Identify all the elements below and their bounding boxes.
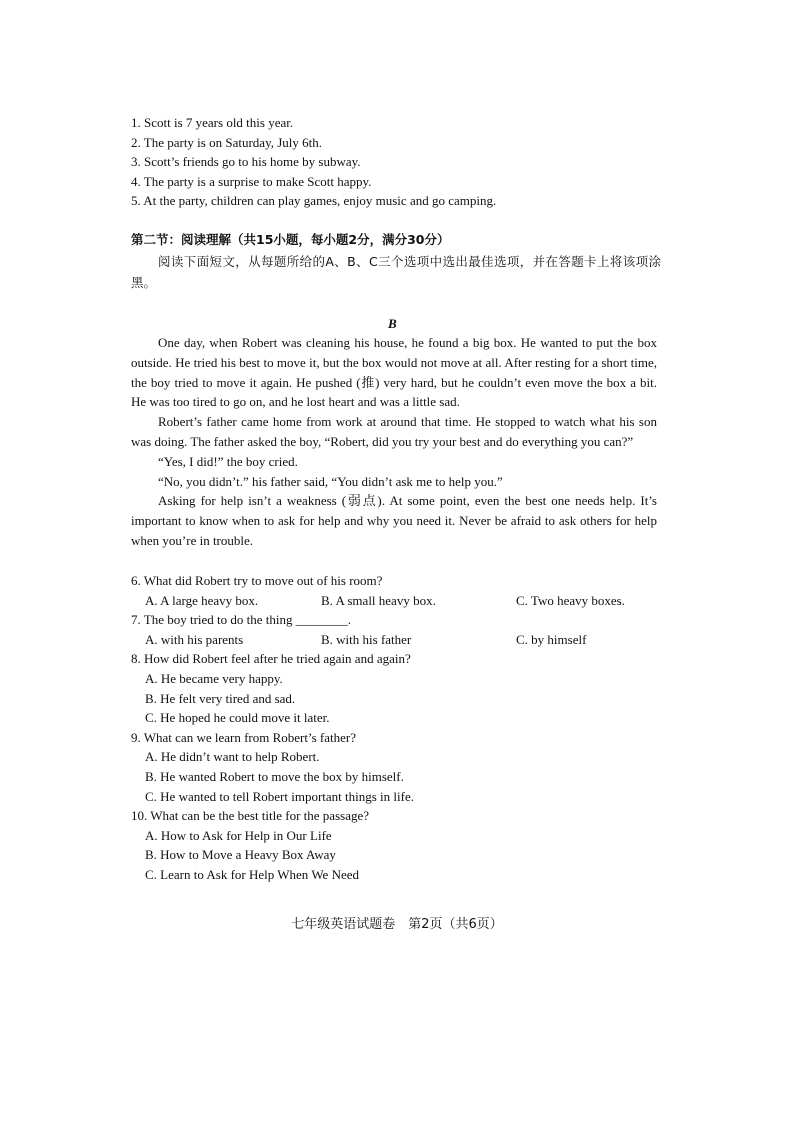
question-8-option-a: A. He became very happy. [145,670,283,686]
question-6-option-b: B. A small heavy box. [321,592,436,608]
true-false-statements [131,113,691,211]
passage-paragraph-1: One day, when Robert was cleaning his house, he found a big box. He wanted to put the box outside. He tried his best to move it, but the box would not move at all. After resting for a short time, the boy tried to move it again. He pushed (推) very hard, but he couldn’t even move the box a bit. He was too tired to go on, and he lost heart and was a little sad. [131,335,657,410]
statement-4: 4. The party is a surprise to make Scott happy. [131,173,372,189]
page-footer: 七年级英语试题卷 第2页（共6页） [291,917,503,932]
question-10-option-a: A. How to Ask for Help in Our Life [145,827,332,843]
passage-paragraph-4: “No, you didn’t.” his father said, “You didn’t ask me to help you.” [158,473,503,489]
question-6-stem: 6. What did Robert try to move out of his room? [131,573,383,588]
question-9-option-b: B. He wanted Robert to move the box by himself. [145,768,404,784]
question-8-stem: 8. How did Robert feel after he tried again and again? [131,651,411,667]
section-title: 第二节：阅读理解（共15小题，每小题2分，满分30分） [131,232,450,247]
question-7-option-b: B. with his father [321,631,412,647]
passage-label: B [388,316,397,331]
question-list [131,571,661,885]
question-9-stem: 9. What can we learn from Robert’s father? [131,729,356,745]
statement-3: 3. Scott’s friends go to his home by subway. [131,154,361,170]
passage-b [131,333,657,551]
question-6-options [131,591,661,611]
question-10-option-c: C. Learn to Ask for Help When We Need [145,866,359,882]
statement-2: 2. The party is on Saturday, July 6th. [131,134,323,150]
passage-paragraph-2: Robert’s father came home from work at around that time. He stopped to watch what his son was doing. The father asked the boy, “Robert, did you try your best and do everything you can?” [131,414,657,449]
question-7-stem: 7. The boy tried to do the thing ________. [131,612,352,628]
question-7-options [131,630,661,650]
section-instruction: 阅读下面短文，从每题所给的A、B、C三个选项中选出最佳选项，并在答题卡上将该项涂黑。 [131,254,661,290]
passage-paragraph-5: Asking for help isn’t a weakness (弱点). At some point, even the best one needs help. It’s important to know when to ask for help and why you need it. Never be afraid to ask others for help when you’re in trouble. [131,493,657,548]
question-8-option-b: B. He felt very tired and sad. [145,690,296,706]
question-6-option-c: C. Two heavy boxes. [516,592,625,608]
question-7-option-c: C. by himself [516,631,587,647]
question-8-option-c: C. He hoped he could move it later. [145,710,330,726]
question-10-option-b: B. How to Move a Heavy Box Away [145,847,336,863]
question-9-option-a: A. He didn’t want to help Robert. [145,749,320,765]
question-10-stem: 10. What can be the best title for the passage? [131,808,370,824]
passage-paragraph-3: “Yes, I did!” the boy cried. [158,453,298,469]
question-6-option-a: A. A large heavy box. [145,592,259,608]
statement-1: 1. Scott is 7 years old this year. [131,115,294,130]
question-9-option-c: C. He wanted to tell Robert important things in life. [145,788,414,804]
question-7-option-a: A. with his parents [145,631,244,647]
statement-5: 5. At the party, children can play games, enjoy music and go camping. [131,193,497,209]
